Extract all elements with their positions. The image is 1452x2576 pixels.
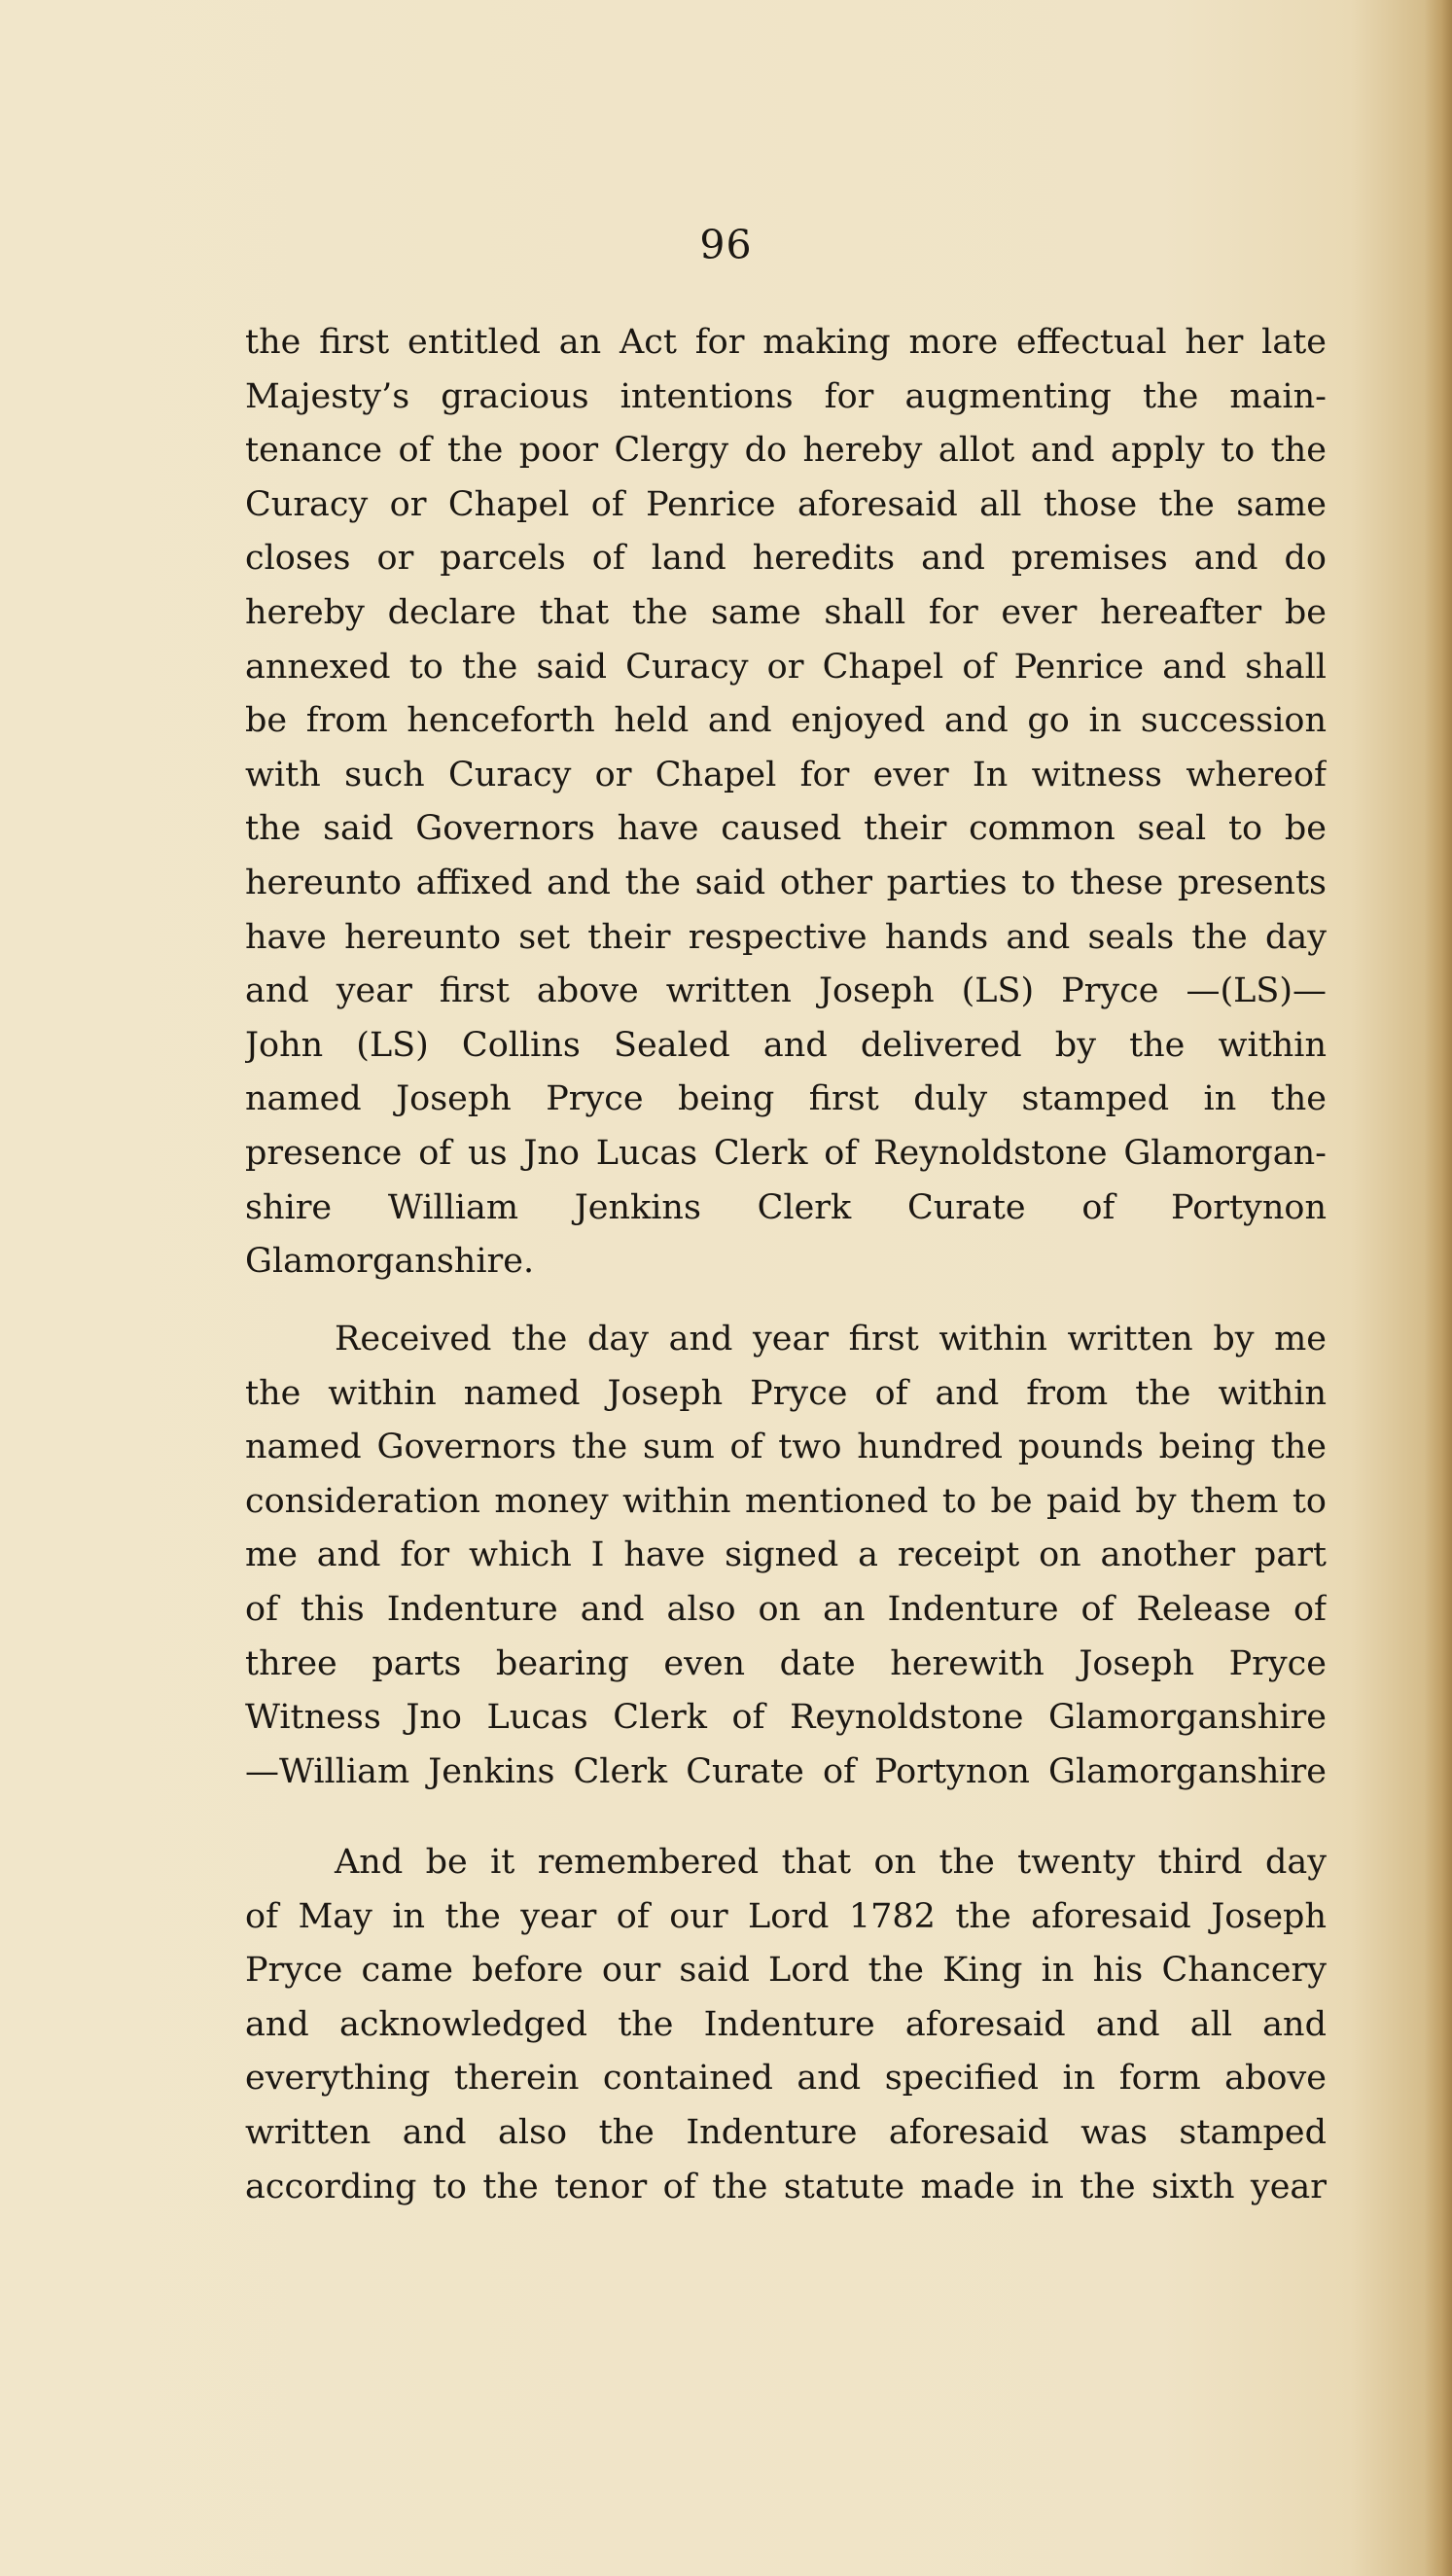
text-line: consideration money within mentioned to be paid by them to — [245, 1481, 1327, 1521]
text-line: Glamorganshire. — [245, 1242, 535, 1282]
text-line: And be it remembered that on the twenty third day — [335, 1843, 1327, 1882]
text-line: and acknowledged the Indenture aforesaid and all and — [245, 2004, 1327, 2044]
text-line: annexed to the said Curacy or Chapel of Penrice and shall — [245, 647, 1327, 687]
text-line: written and also the Indenture aforesaid was stamped — [245, 2112, 1327, 2152]
paragraph-3 — [245, 1836, 1327, 2214]
page-edge-shadow — [1425, 0, 1452, 2576]
text-line: according to the tenor of the statute made in the sixth year — [245, 2167, 1327, 2206]
text-line: Majesty’s gracious intentions for augmenting the main- — [245, 376, 1327, 416]
text-line: presence of us Jno Lucas Clerk of Reynoldstone Glamorgan- — [245, 1133, 1327, 1173]
text-line: be from henceforth held and enjoyed and go in succession — [245, 701, 1327, 741]
text-line: Witness Jno Lucas Clerk of Reynoldstone Glamorganshire — [245, 1698, 1327, 1738]
page-number: 96 — [699, 222, 753, 268]
text-line: the said Governors have caused their common seal to be — [245, 809, 1327, 849]
text-line: Pryce came before our said Lord the King in his Chancery — [245, 1951, 1327, 1991]
text-line: tenance of the poor Clergy do hereby allot and apply to the — [245, 431, 1327, 471]
paragraph-1 — [245, 316, 1327, 1289]
text-line: the first entitled an Act for making more effectual her late — [245, 323, 1327, 362]
text-line: closes or parcels of land heredits and premises and do — [245, 539, 1327, 579]
text-line: Curacy or Chapel of Penrice aforesaid all those the same — [245, 484, 1327, 524]
text-line: with such Curacy or Chapel for ever In witness whereof — [245, 755, 1327, 794]
text-line: and year first above written Joseph (LS) Pryce —(LS)— — [245, 971, 1327, 1011]
text-line: me and for which I have signed a receipt on another part — [245, 1535, 1327, 1575]
text-line: Received the day and year first within written by me — [335, 1320, 1327, 1359]
text-line: of May in the year of our Lord 1782 the aforesaid Joseph — [245, 1896, 1327, 1936]
text-line: three parts bearing even date herewith Joseph Pryce — [245, 1643, 1327, 1683]
text-line: shire William Jenkins Clerk Curate of Portynon — [245, 1187, 1327, 1227]
text-line: have hereunto set their respective hands and seals the day — [245, 917, 1327, 957]
paragraph-2 — [245, 1313, 1327, 1799]
text-line: everything therein contained and specified in form above — [245, 2059, 1327, 2099]
text-line: of this Indenture and also on an Indenture of Release of — [245, 1589, 1327, 1629]
text-line: named Governors the sum of two hundred pounds being the — [245, 1428, 1327, 1467]
text-line: John (LS) Collins Sealed and delivered by the within — [245, 1025, 1327, 1065]
text-line: named Joseph Pryce being first duly stamped in the — [245, 1079, 1327, 1119]
text-line: hereby declare that the same shall for ever hereafter be — [245, 592, 1327, 632]
text-line: the within named Joseph Pryce of and from the within — [245, 1373, 1327, 1413]
text-line: hereunto affixed and the said other parties to these presents — [245, 863, 1327, 902]
text-line: —William Jenkins Clerk Curate of Portynon Glamorganshire — [245, 1751, 1327, 1791]
